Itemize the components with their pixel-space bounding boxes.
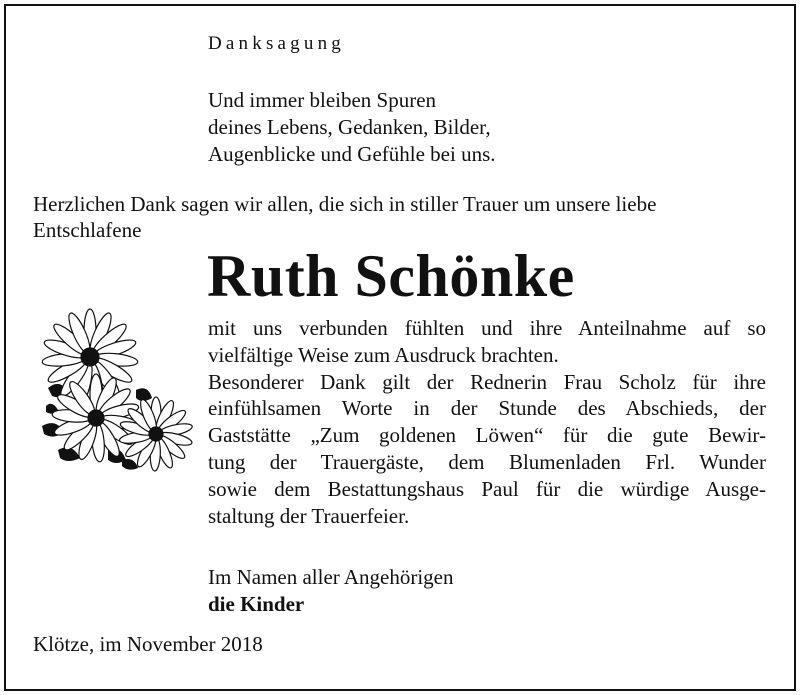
notice-heading: Danksagung: [208, 33, 345, 54]
thanks-line-continued: Entschlafene: [33, 218, 142, 242]
body-line: staltung der Trauerfeier.: [208, 503, 410, 528]
verse: [208, 87, 496, 168]
signoff-signature: die Kinder: [208, 592, 305, 616]
verse-line: deines Lebens, Gedanken, Bilder,: [208, 115, 491, 139]
body-line: vielfältige Weise zum Ausdruck brachten.: [208, 342, 559, 367]
body-line: Gaststätte „Zum goldenen Löwen“ für die gute Bewir-: [208, 423, 766, 448]
signoff: [208, 564, 454, 618]
body-text: [208, 315, 766, 529]
signoff-line: Im Namen aller Angehörigen: [208, 565, 454, 589]
deceased-name: Ruth Schönke: [207, 243, 575, 309]
verse-line: Und immer bleiben Spuren: [208, 88, 437, 112]
body-line: Besonderer Dank gilt der Rednerin Frau Scholz für ihre: [208, 369, 766, 394]
body-line: sowie dem Bestattungshaus Paul für die würdige Ausge-: [208, 476, 766, 501]
body-line: mit uns verbunden fühlten und ihre Anteilnahme auf so: [208, 316, 766, 340]
thanks-line: Herzlichen Dank sagen wir allen, die sich in stiller Trauer um unsere liebe: [33, 192, 657, 216]
body-line: tung der Trauergäste, dem Blumenladen Frl. Wunder: [208, 449, 766, 474]
daisy-flowers-icon: [38, 300, 198, 472]
verse-line: Augenblicke und Gefühle bei uns.: [208, 142, 496, 166]
body-line: einfühlsamen Worte in der Stunde des Abschieds, der: [208, 396, 766, 421]
place-date: Klötze, im November 2018: [33, 632, 263, 656]
